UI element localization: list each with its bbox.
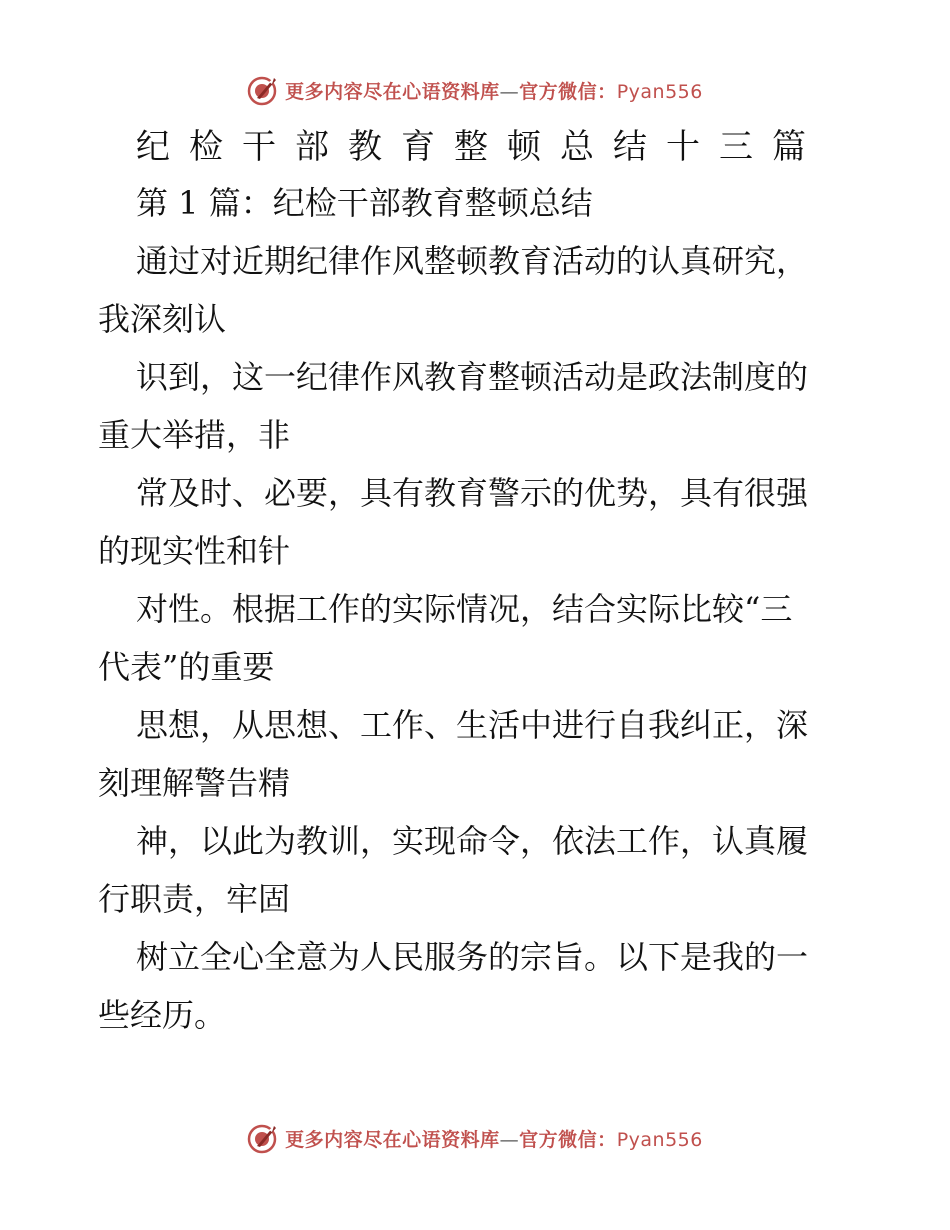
paragraph-7 (98, 928, 858, 1044)
paragraph-5 (98, 696, 858, 812)
document-body (98, 120, 858, 1044)
paragraph-4-line-1: 对性。根据工作的实际情况，结合实际比较“三 (136, 590, 793, 628)
paragraph-2-line-1: 识到，这一纪律作风教育整顿活动是政法制度的 (136, 358, 809, 396)
footer-watermark (0, 1118, 950, 1158)
watermark-brand: 更多内容尽在心语资料库 (285, 80, 500, 103)
watermark-account: Pyan556 (616, 80, 703, 103)
paragraph-2 (98, 348, 858, 464)
paragraph-2-line-2: 重大举措，非 (98, 416, 291, 454)
paragraph-7-line-1: 树立全心全意为人民服务的宗旨。以下是我的一 (136, 938, 809, 976)
paragraph-6 (98, 812, 858, 928)
paragraph-5-line-2: 刻理解警告精 (98, 764, 291, 802)
watermark-label: 官方微信： (519, 80, 617, 103)
paragraph-1-line-2: 我深刻认 (98, 300, 227, 338)
watermark-brand: 更多内容尽在心语资料库 (285, 1128, 500, 1151)
paragraph-3 (98, 464, 858, 580)
paragraph-5-line-1: 思想，从思想、工作、生活中进行自我纠正，深 (136, 706, 809, 744)
watermark-text (285, 77, 703, 104)
watermark-separator: — (499, 1128, 520, 1151)
paragraph-6-line-1: 神，以此为教训，实现命令，依法工作，认真履 (136, 822, 809, 860)
paragraph-7-line-2: 些经历。 (98, 996, 227, 1034)
section-heading: 第 1 篇：纪检干部教育整顿总结 (136, 184, 593, 222)
header-watermark (0, 70, 950, 110)
watermark-account: Pyan556 (616, 1128, 703, 1151)
paragraph-1 (98, 232, 858, 348)
paragraph-3-line-1: 常及时、必要，具有教育警示的优势，具有很强 (136, 474, 809, 512)
watermark-label: 官方微信： (519, 1128, 617, 1151)
paragraph-3-line-2: 的现实性和针 (98, 532, 291, 570)
paragraph-4-line-2: 代表”的重要 (98, 648, 275, 686)
document-title: 纪检干部教育整顿总结十三篇 (136, 127, 825, 167)
paragraph-1-line-1: 通过对近期纪律作风整顿教育活动的认真研究， (136, 242, 809, 280)
paragraph-4 (98, 580, 858, 696)
quill-pen-seal-icon (247, 74, 279, 106)
paragraph-6-line-2: 行职责，牢固 (98, 880, 291, 918)
quill-pen-seal-icon (247, 1122, 279, 1154)
watermark-separator: — (499, 80, 520, 103)
watermark-text (285, 1125, 703, 1152)
